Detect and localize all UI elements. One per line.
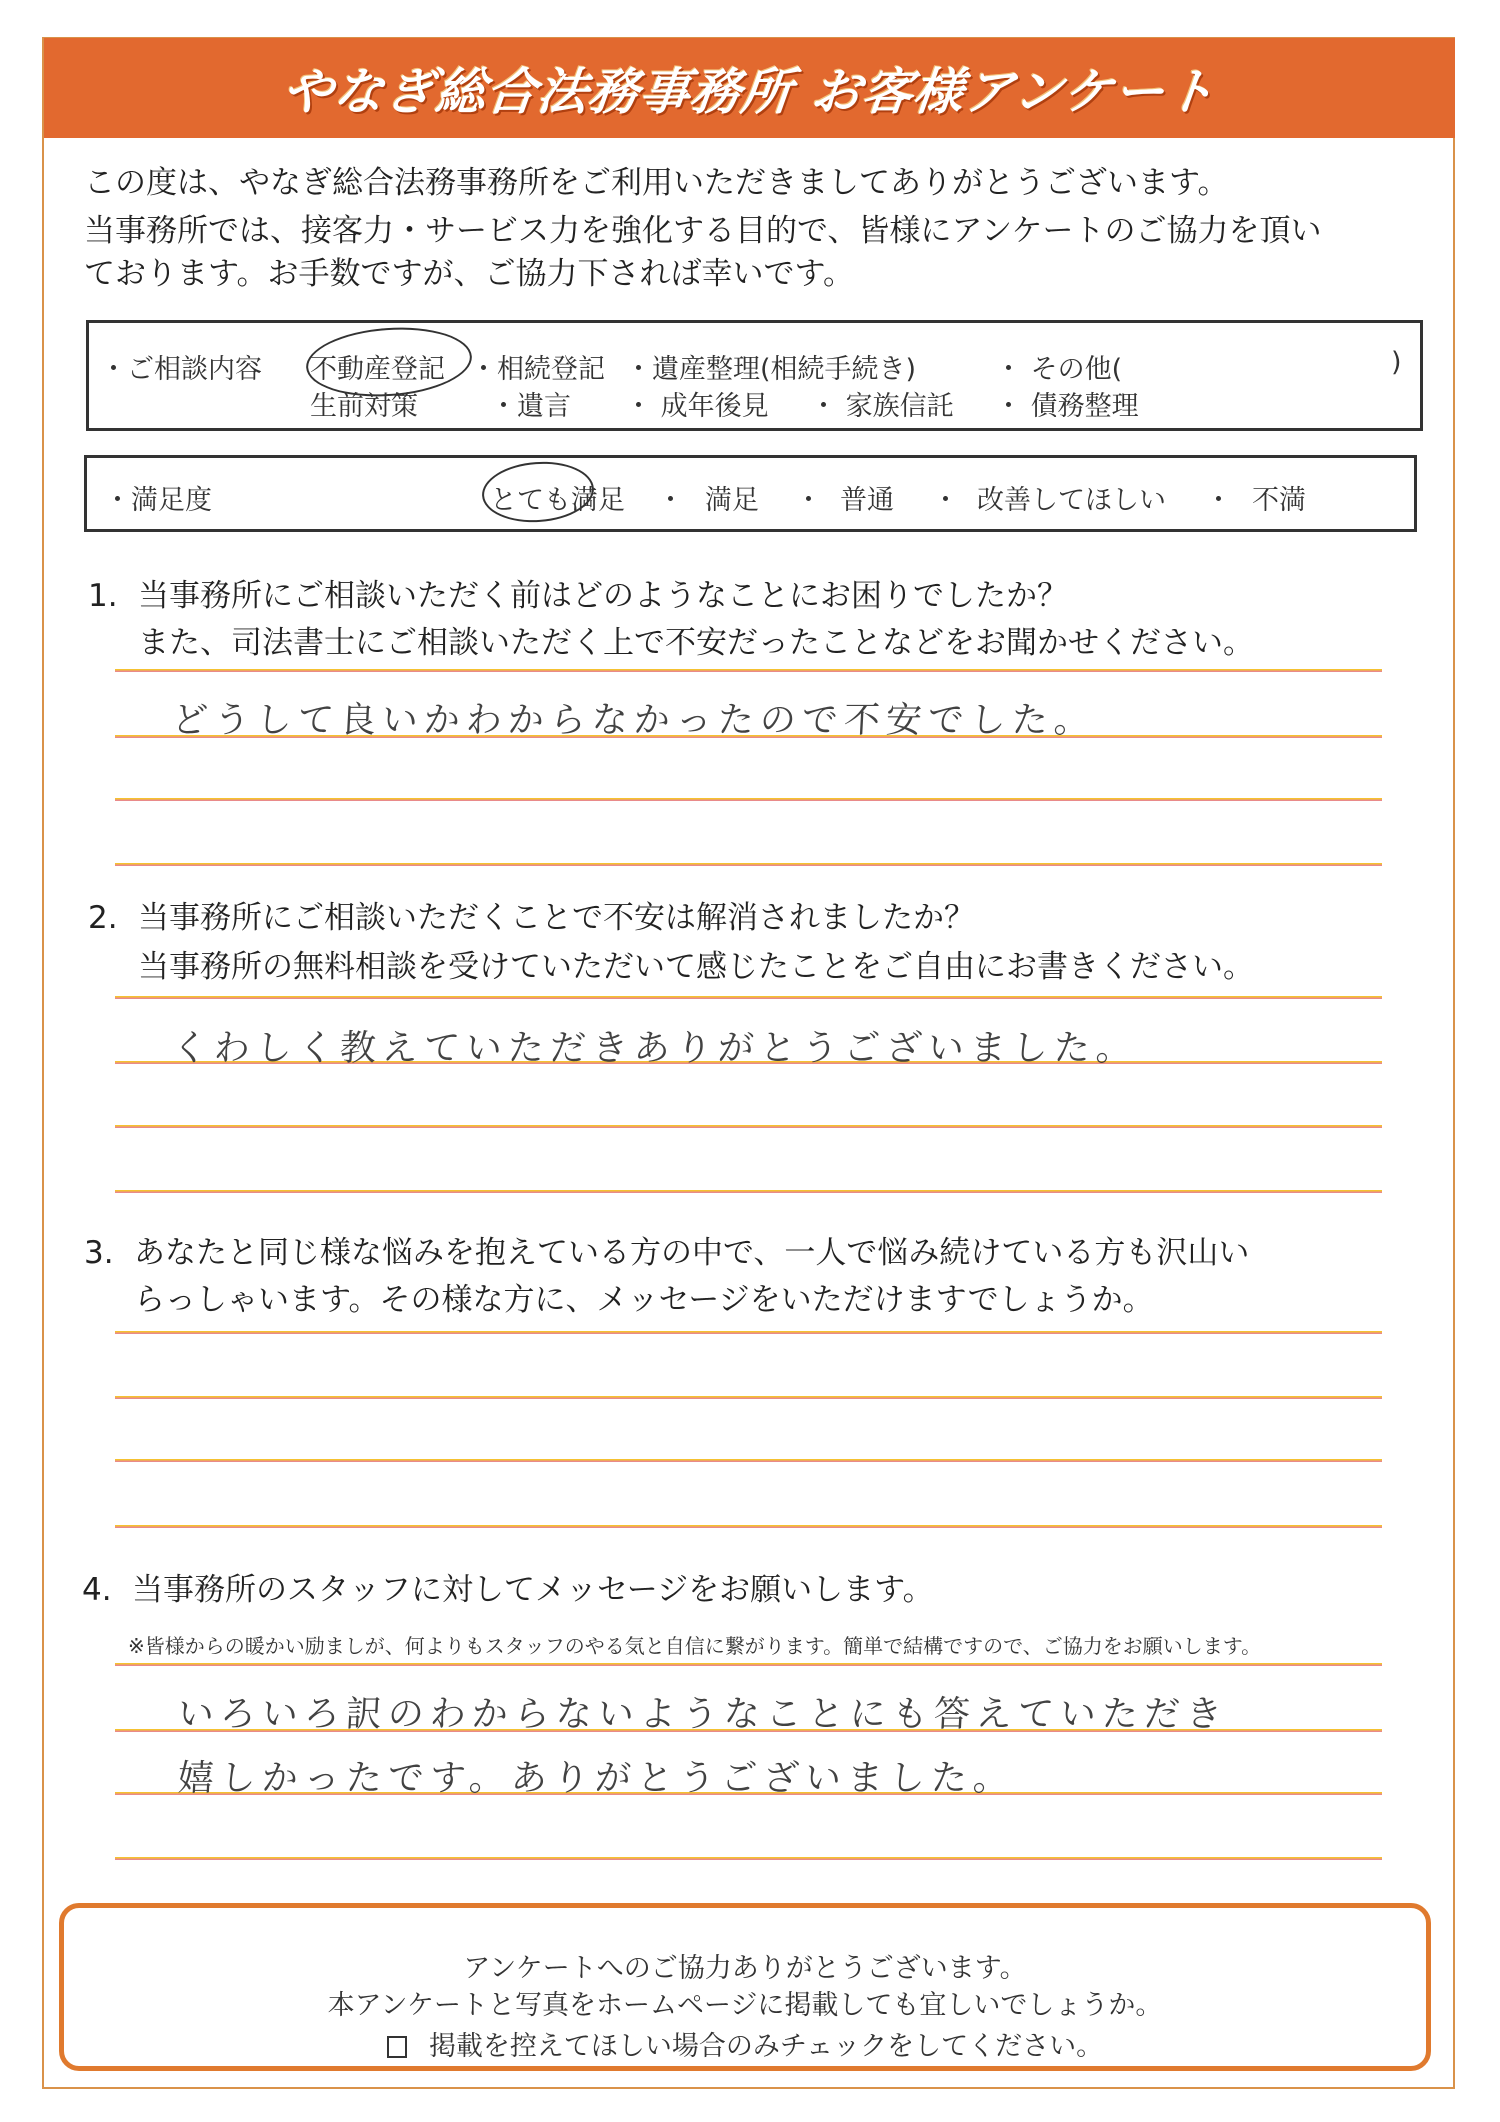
consent-checkbox-row[interactable] [64, 2024, 1426, 2063]
intro-line-2: 当事務所では、接客力・サービス力を強化する目的で、皆様にアンケートのご協力を頂い [84, 213, 1322, 249]
answer-rule [115, 798, 1382, 801]
option-family-trust[interactable]: ・ 家族信託 [810, 391, 954, 422]
answer-rule [115, 1396, 1382, 1399]
consent-checkbox-label: 掲載を控えてほしい場合のみチェックをしてください。 [428, 2031, 1104, 2062]
intro-line-3: ております。お手数ですが、ご協力下されば幸いです。 [84, 256, 855, 292]
header-banner [44, 38, 1455, 138]
option-needs-improvement[interactable]: 改善してほしい [977, 485, 1166, 516]
option-very-satisfied[interactable]: とても満足 [490, 485, 625, 516]
question-1-number: 1. [88, 578, 118, 614]
separator-dot: ・ [657, 485, 684, 516]
question-2-answer[interactable]: くわしく教えていただきありがとうございました。 [170, 1028, 1139, 1069]
option-real-estate-registration[interactable]: 不動産登記 [310, 354, 445, 385]
question-1-line-2: また、司法書士にご相談いただく上で不安だったことなどをお聞かせください。 [138, 625, 1254, 661]
option-other[interactable]: ・ その他( [995, 354, 1123, 385]
answer-rule [115, 1663, 1382, 1666]
answer-rule [115, 1190, 1382, 1193]
footer-question: 本アンケートと写真をホームページに掲載しても宜しいでしょうか。 [327, 1990, 1163, 2021]
option-adult-guardianship[interactable]: ・ 成年後見 [625, 391, 769, 422]
option-neutral[interactable]: 普通 [840, 485, 894, 516]
question-4-note: ※皆様からの暖かい励ましが、何よりもスタッフのやる気と自信に繋がります。簡単で結構ですので、ご協力をお願いします。 [128, 1634, 1262, 1658]
question-4-number: 4. [82, 1572, 112, 1608]
answer-rule [115, 1331, 1382, 1334]
question-3-line-2: らっしゃいます。その様な方に、メッセージをいただけますでしょうか。 [134, 1282, 1154, 1318]
answer-rule [115, 1459, 1382, 1462]
question-2-number: 2. [88, 900, 118, 936]
footer-thanks: アンケートへのご協力ありがとうございます。 [463, 1953, 1027, 1984]
question-4-line-1: 当事務所のスタッフに対してメッセージをお願いします。 [132, 1572, 934, 1608]
answer-rule [115, 996, 1382, 999]
question-3-number: 3. [84, 1235, 114, 1271]
question-4-answer-line-1[interactable]: いろいろ訳のわからないようなことにも答えていただき [176, 1694, 1229, 1735]
option-dissatisfied[interactable]: 不満 [1252, 485, 1306, 516]
question-2-line-1: 当事務所にご相談いただくことで不安は解消されましたか？ [138, 900, 975, 936]
option-other-close-paren: ) [1391, 347, 1402, 378]
option-estate-settlement[interactable]: ・遺産整理(相続手続き) [625, 354, 917, 385]
option-will[interactable]: ・遺言 [490, 391, 571, 422]
answer-rule [115, 1125, 1382, 1128]
answer-rule [115, 1857, 1382, 1860]
separator-dot: ・ [932, 485, 959, 516]
answer-rule [115, 669, 1382, 672]
separator-dot: ・ [1205, 485, 1232, 516]
question-4-answer-line-2[interactable]: 嬉しかったです。ありがとうございました。 [176, 1758, 1017, 1799]
answer-rule [115, 1525, 1382, 1528]
consent-checkbox[interactable] [387, 2036, 407, 2058]
option-satisfied[interactable]: 満足 [705, 485, 759, 516]
option-debt-consolidation[interactable]: ・ 債務整理 [995, 391, 1139, 422]
separator-dot: ・ [795, 485, 822, 516]
satisfaction-label: ・満足度 [104, 485, 212, 516]
consultation-label: ・ご相談内容 [100, 354, 262, 385]
option-inheritance-registration[interactable]: ・相続登記 [470, 354, 605, 385]
question-3-line-1: あなたと同じ様な悩みを抱えている方の中で、一人で悩み続けている方も沢山い [134, 1235, 1250, 1271]
question-1-answer[interactable]: どうして良いかわからなかったので不安でした。 [170, 700, 1097, 741]
option-estate-planning[interactable]: 生前対策 [310, 391, 418, 422]
answer-rule [115, 863, 1382, 866]
intro-line-1: この度は、やなぎ総合法務事務所をご利用いただきましてありがとうございます。 [84, 165, 1229, 201]
survey-title: やなぎ総合法務事務所 お客様アンケート [279, 63, 1219, 121]
photo-consent-box [59, 1903, 1431, 2071]
question-1-line-1: 当事務所にご相談いただく前はどのようなことにお困りでしたか？ [138, 578, 1068, 614]
question-2-line-2: 当事務所の無料相談を受けていただいて感じたことをご自由にお書きください。 [138, 949, 1254, 985]
